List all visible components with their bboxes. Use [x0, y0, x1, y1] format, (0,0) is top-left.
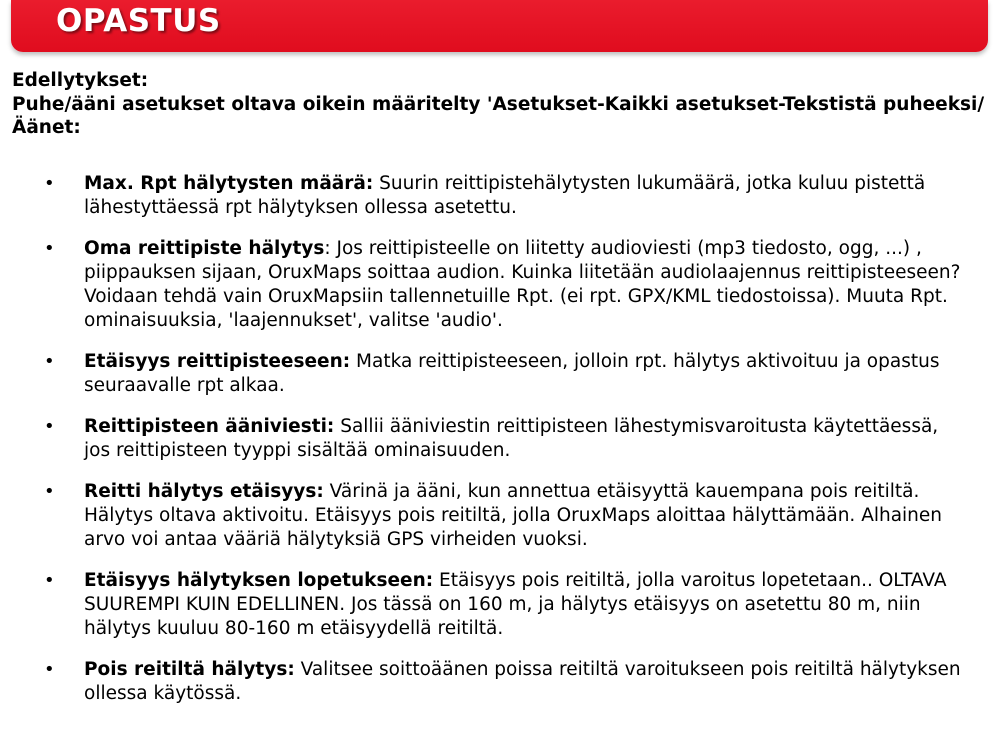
item-description: Sallii ääniviestin reittipisteen lähestymisvaroitusta käytettäessä, jos reittipisteen tyyppi sisältää ominaisuuden. — [84, 416, 939, 461]
item-term: Pois reitiltä hälytys: — [84, 659, 295, 680]
item-term: Oma reittipiste hälytys — [84, 238, 325, 259]
bullet-icon: • — [44, 481, 55, 502]
bullet-icon: • — [44, 659, 55, 680]
item-term: Etäisyys reittipisteeseen: — [84, 351, 351, 372]
bullet-icon: • — [44, 416, 55, 437]
item-description: Värinä ja ääni, kun annettua etäisyyttä kauempana pois reitiltä. Hälytys oltava aktivoitu. Etäisyys pois reitiltä, jolla OruxMaps aloittaa hälyttämään. Alhainen arvo voi antaa vääriä hälytyksiä GPS virheiden vuoksi. — [84, 481, 943, 550]
item-description: Matka reittipisteeseen, jolloin rpt. hälytys aktivoituu ja opastus seuraavalle rpt alkaa. — [84, 351, 940, 396]
item-term: Max. Rpt hälytysten määrä: — [84, 173, 374, 194]
item-term: Reittipisteen ääniviesti: — [84, 416, 335, 437]
list-item — [0, 237, 1000, 333]
list-item — [0, 172, 1000, 220]
item-description: Suurin reittipistehälytysten lukumäärä, jotka kuluu pistettä lähestyttäessä rpt hälytyksen ollessa asetettu. — [84, 173, 926, 218]
bullet-icon: • — [44, 173, 55, 194]
list-item — [0, 658, 1000, 706]
prerequisites-label: Edellytykset: — [12, 70, 149, 91]
list-item — [0, 569, 1000, 641]
item-description: Etäisyys pois reitiltä, jolla varoitus lopetetaan.. OLTAVA SUUREMPI KUIN EDELLINEN. Jos tässä on 160 m, ja hälytys etäisyys on asetettu 80 m, niin hälytys kuuluu 80-160 m etäisyydellä reitiltä. — [84, 570, 947, 639]
bullet-icon: • — [44, 238, 55, 259]
list-item — [0, 350, 1000, 398]
list-item — [0, 415, 1000, 463]
item-term: Etäisyys hälytyksen lopetukseen: — [84, 570, 434, 591]
list-item — [0, 480, 1000, 552]
item-description: : Jos reittipisteelle on liitetty audioviesti (mp3 tiedosto, ogg, ...) , piippauksen sijaan, OruxMaps soittaa audion. Kuinka liitetään audiolaajennus reittipisteeseen? Voidaan tehdä vain OruxMapsiin tallennetuille Rpt. (ei rpt. GPX/KML tiedostoissa). Muuta Rpt. ominaisuuksia, 'laajennukset', valitse 'audio'. — [84, 238, 961, 331]
item-term: Reitti hälytys etäisyys: — [84, 481, 324, 502]
page-title: OPASTUS — [56, 3, 221, 39]
settings-list — [0, 172, 1000, 723]
header-bar — [11, 0, 988, 52]
item-description: Valitsee soittoäänen poissa reitiltä varoitukseen pois reitiltä hälytyksen ollessa käytössä. — [84, 659, 961, 704]
prerequisites — [12, 69, 987, 140]
bullet-icon: • — [44, 351, 55, 372]
prerequisites-text: Puhe/ääni asetukset oltava oikein määritelty 'Asetukset-Kaikki asetukset-Tekstistä puheeksi/Äänet: — [12, 93, 985, 138]
bullet-icon: • — [44, 570, 55, 591]
